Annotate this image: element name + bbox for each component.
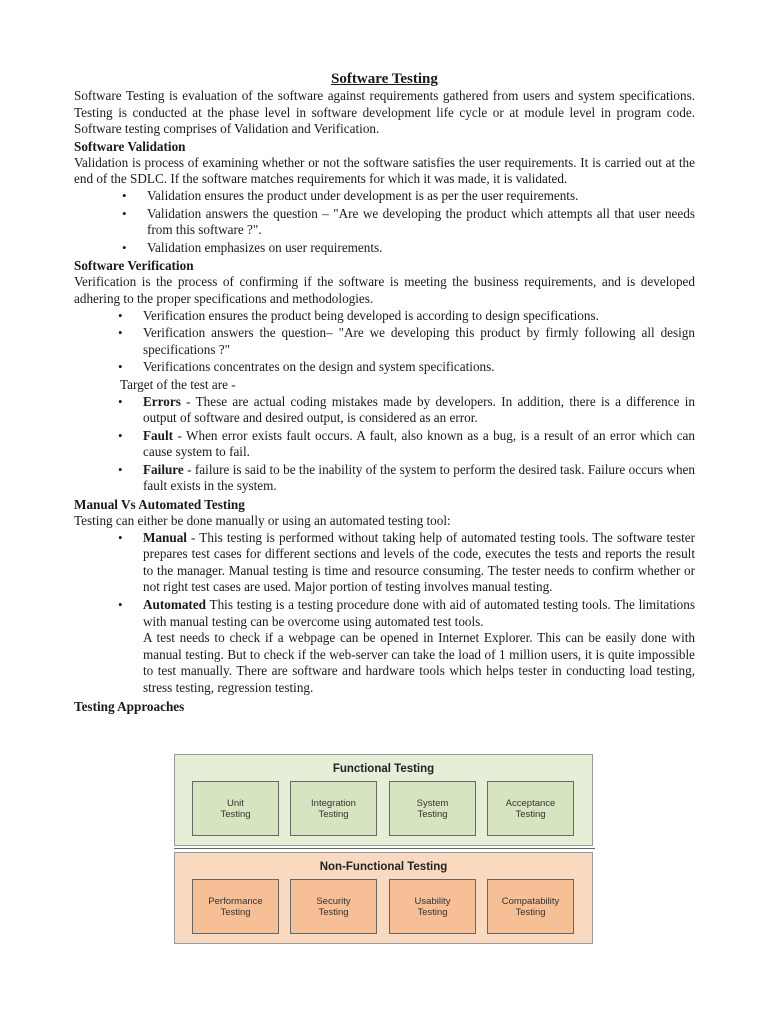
- approaches-heading: Testing Approaches: [74, 698, 185, 714]
- list-item: • Validation ensures the product under development is as per the user requirements.: [147, 188, 695, 205]
- usability-testing-box: Usability Testing: [389, 879, 476, 934]
- validation-paragraph: Validation is process of examining whether or not the software satisfies the user requirements. It is carried out at the end of the SDLC. If the software matches requirements for which it was made, it is validated.: [74, 154, 695, 187]
- term-manual: Manual: [143, 529, 187, 545]
- term-desc: - When error exists fault occurs. A fault, also known as a bug, is a result of an error which can cause system to fail.: [143, 427, 695, 460]
- system-testing-box: System Testing: [389, 781, 476, 836]
- performance-testing-box: Performance Testing: [192, 879, 279, 934]
- verification-list: [74, 308, 695, 376]
- list-item: • Verification ensures the product being developed is according to design specifications.: [143, 308, 695, 325]
- group-divider: [174, 848, 595, 849]
- list-item: [143, 394, 695, 427]
- acceptance-testing-box: Acceptance Testing: [487, 781, 574, 836]
- target-list: [74, 394, 695, 496]
- list-item: • Verification answers the question– "Are we developing this product by firmly following all design specifications ?": [143, 325, 695, 358]
- validation-list: [74, 188, 695, 256]
- compatability-testing-box: Compatability Testing: [487, 879, 574, 934]
- intro-paragraph: Software Testing is evaluation of the software against requirements gathered from users and system specifications. Testing is conducted at the phase level in software development life cycle or at module level in program code. Software testing comprises of Validation and Verification.: [74, 88, 695, 137]
- term-fault: Fault: [143, 427, 174, 443]
- security-testing-box: Security Testing: [290, 879, 377, 934]
- testing-approaches-diagram: [174, 754, 595, 944]
- integration-testing-box: Integration Testing: [290, 781, 377, 836]
- page-title: Software Testing: [331, 71, 438, 87]
- non-functional-testing-title: Non-Functional Testing: [319, 861, 448, 873]
- list-item: [143, 597, 695, 697]
- verification-heading: Software Verification: [74, 258, 194, 274]
- term-desc: - These are actual coding mistakes made by developers. In addition, there is a difference in output of software and desired output, is considered as an error.: [143, 393, 695, 426]
- list-item: [143, 462, 695, 495]
- list-item: • Validation emphasizes on user requirements.: [147, 240, 695, 257]
- list-item: • Validation answers the question – "Are we developing the product which attempts all that user needs from this software ?".: [147, 206, 695, 239]
- target-label: Target of the test are -: [120, 376, 236, 392]
- non-functional-testing-group: [174, 852, 593, 944]
- functional-testing-title: Functional Testing: [332, 763, 435, 775]
- validation-heading: Software Validation: [74, 138, 186, 154]
- unit-testing-box: Unit Testing: [192, 781, 279, 836]
- term-desc: This testing is a testing procedure done with aid of automated testing tools. The limitations with manual testing can be overcome using automated test tools.: [143, 597, 695, 629]
- verification-paragraph: Verification is the process of confirming if the software is meeting the business requirements, and is developed adhering to the proper specifications and methodologies.: [74, 274, 695, 306]
- list-item: • Verifications concentrates on the design and system specifications.: [143, 359, 695, 376]
- term-desc: - This testing is performed without taking help of automated testing tools. The software tester prepares test cases for different sections and levels of the code, executes the tests and reports the result to the manager. Manual testing is time and resource consuming. The tester needs to confirm whether or not right test cases are used. Major portion of testing involves manual testing.: [143, 529, 695, 595]
- manual-vs-auto-heading: Manual Vs Automated Testing: [74, 497, 245, 513]
- manual-vs-auto-paragraph: Testing can either be done manually or using an automated testing tool:: [74, 513, 451, 529]
- functional-testing-group: [174, 754, 593, 846]
- term-automated: Automated: [143, 597, 207, 613]
- term-desc: - failure is said to be the inability of the system to perform the desired task. Failure occurs when fault exists in the system.: [143, 461, 695, 494]
- list-item: [143, 530, 695, 596]
- testing-type-list: [74, 530, 695, 697]
- term-errors: Errors: [143, 393, 181, 409]
- list-item: [143, 428, 695, 461]
- automated-example: A test needs to check if a webpage can be opened in Internet Explorer. This can be easily done with manual testing. But to check if the web-server can take the load of 1 million users, it is quite impossible to test manually. There are software and hardware tools which helps tester in conducting load testing, stress testing, regression testing.: [143, 630, 695, 695]
- term-failure: Failure: [143, 461, 184, 477]
